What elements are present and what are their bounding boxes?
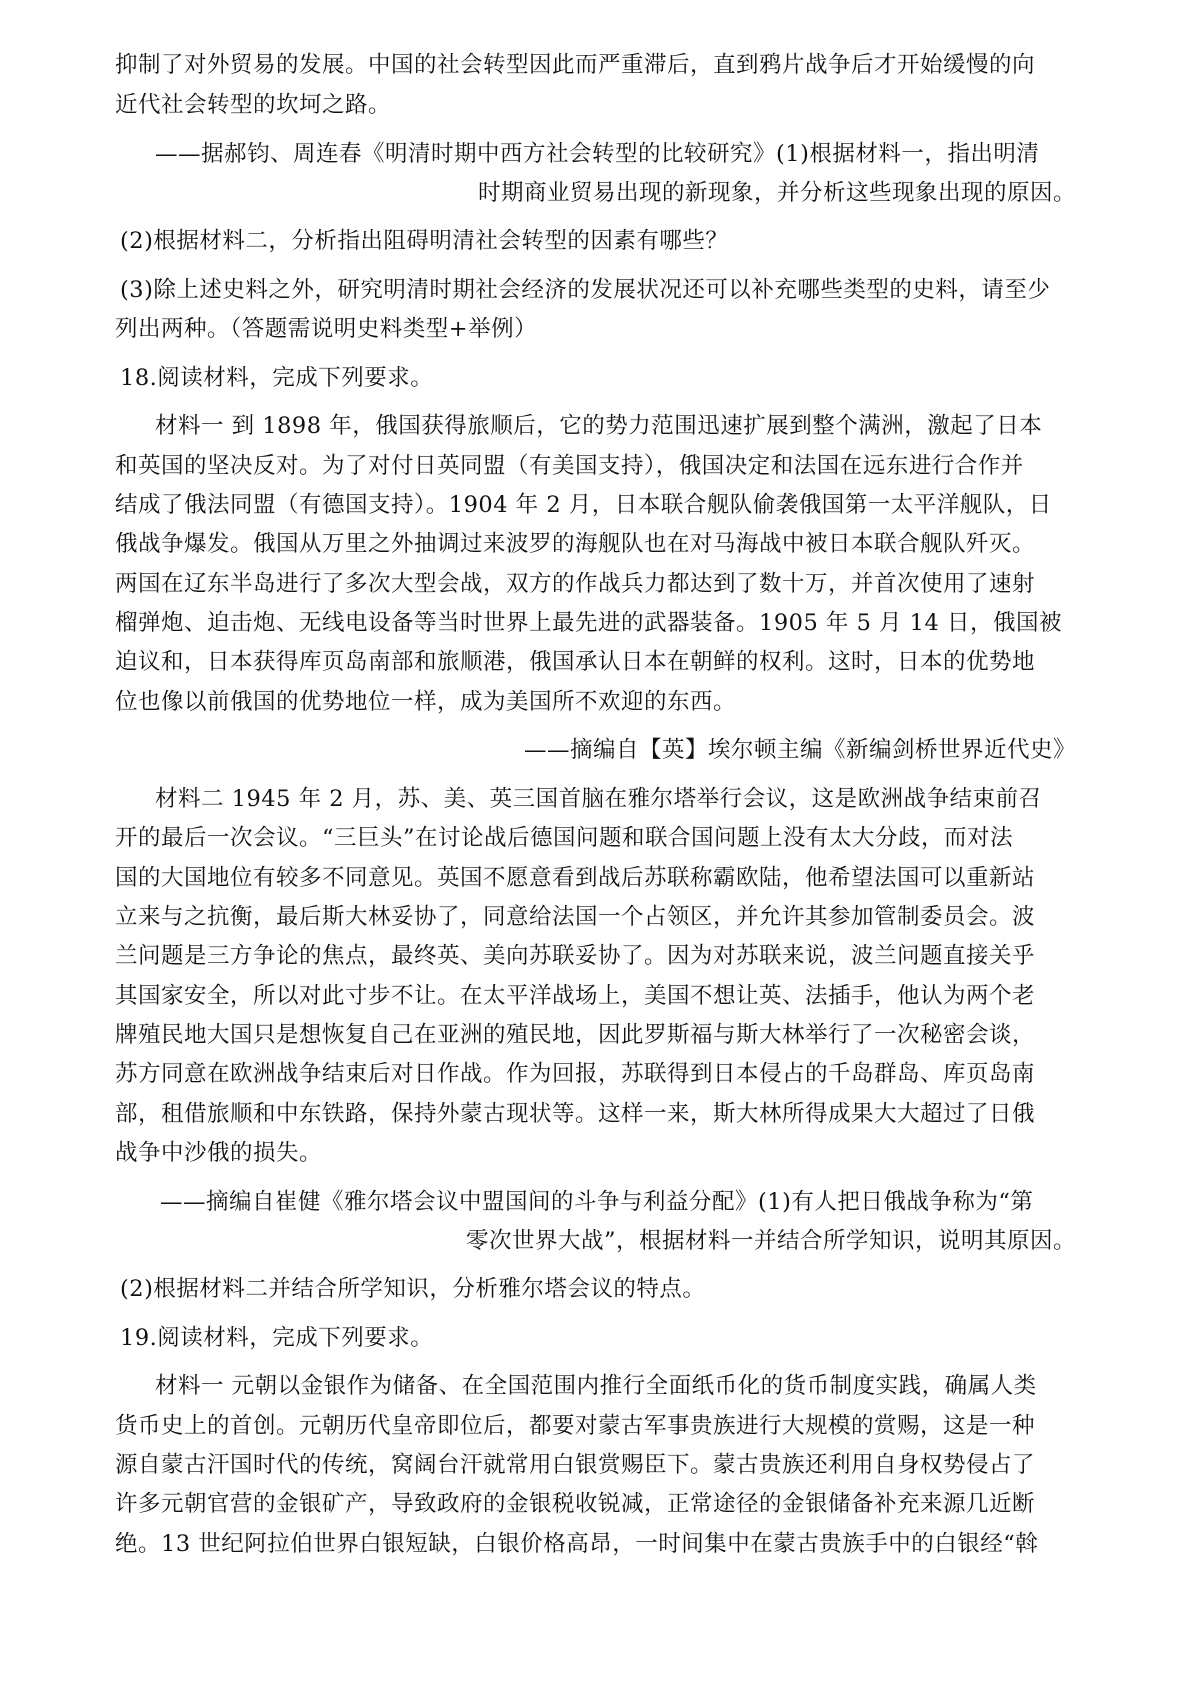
material-text: 俄战争爆发。俄国从万里之外抽调过来波罗的海舰队也在对马海战中被日本联合舰队歼灭。	[115, 531, 1036, 557]
material-text: 其国家安全，所以对此寸步不让。在太平洋战场上，美国不想让英、法插手，他认为两个老	[115, 983, 1036, 1009]
material-text: 牌殖民地大国只是想恢复自己在亚洲的殖民地，因此罗斯福与斯大林举行了一次秘密会谈，	[115, 1022, 1036, 1048]
material-text: 立来与之抗衡，最后斯大林妥协了，同意给法国一个占领区，并允许其参加管制委员会。波	[115, 904, 1036, 930]
source-citation: ——摘编自崔健《雅尔塔会议中盟国间的斗争与利益分配》(1)有人把日俄战争称为“第	[160, 1189, 1034, 1215]
question-text: 列出两种。（答题需说明史料类型+举例）	[115, 316, 538, 342]
source-citation: ——据郝钧、周连春《明清时期中西方社会转型的比较研究》(1)根据材料一，指出明清	[155, 141, 1040, 167]
material-text: 两国在辽东半岛进行了多次大型会战，双方的作战兵力都达到了数十万，并首次使用了速射	[115, 571, 1036, 597]
material-text: 材料一 到 1898 年，俄国获得旅顺后，它的势力范围迅速扩展到整个满洲，激起了日本	[155, 413, 1043, 439]
text-line: 抑制了对外贸易的发展。中国的社会转型因此而严重滞后，直到鸦片战争后才开始缓慢的向	[115, 52, 1036, 78]
material-text: 兰问题是三方争论的焦点，最终英、美向苏联妥协了。因为对苏联来说，波兰问题直接关乎	[115, 943, 1036, 969]
material-text: 货币史上的首创。元朝历代皇帝即位后，都要对蒙古军事贵族进行大规模的赏赐，这是一种	[115, 1413, 1036, 1439]
material-text: 位也像以前俄国的优势地位一样，成为美国所不欢迎的东西。	[115, 689, 737, 715]
source-citation: ——摘编自【英】埃尔顿主编《新编剑桥世界近代史》	[523, 737, 1076, 763]
question-heading: 18.阅读材料，完成下列要求。	[120, 365, 434, 391]
material-text: 结成了俄法同盟（有德国支持）。1904 年 2 月，日本联合舰队偷袭俄国第一太平洋舰队，日	[115, 492, 1052, 518]
material-text: 绝。13 世纪阿拉伯世界白银短缺，白银价格高昂，一时间集中在蒙古贵族手中的白银经“斡	[115, 1531, 1039, 1557]
material-text: 许多元朝官营的金银矿产，导致政府的金银税收锐减，正常途径的金银储备补充来源几近断	[115, 1491, 1036, 1517]
question-text: (2)根据材料二，分析指出阻碍明清社会转型的因素有哪些？	[120, 228, 729, 254]
question-text: (2)根据材料二并结合所学知识，分析雅尔塔会议的特点。	[120, 1276, 706, 1302]
material-text: 和英国的坚决反对。为了对付日英同盟（有美国支持），俄国决定和法国在远东进行合作并	[115, 453, 1024, 479]
question-heading: 19.阅读材料，完成下列要求。	[120, 1325, 434, 1351]
material-text: 源自蒙古汗国时代的传统，窝阔台汗就常用白银赏赐臣下。蒙古贵族还利用自身权势侵占了	[115, 1452, 1036, 1478]
material-text: 榴弹炮、迫击炮、无线电设备等当时世界上最先进的武器装备。1905 年 5 月 14 日，俄国被	[115, 610, 1062, 636]
question-text: (3)除上述史料之外，研究明清时期社会经济的发展状况还可以补充哪些类型的史料，请至少	[120, 277, 1051, 303]
material-text: 迫议和，日本获得库页岛南部和旅顺港，俄国承认日本在朝鲜的权利。这时，日本的优势地	[115, 649, 1036, 675]
material-text: 材料一 元朝以金银作为储备、在全国范围内推行全面纸币化的货币制度实践，确属人类	[155, 1373, 1037, 1399]
question-text: 零次世界大战”，根据材料一并结合所学知识，说明其原因。	[465, 1228, 1076, 1254]
material-text: 苏方同意在欧洲战争结束后对日作战。作为回报，苏联得到日本侵占的千岛群岛、库页岛南	[115, 1061, 1036, 1087]
material-text: 部，租借旅顺和中东铁路，保持外蒙古现状等。这样一来，斯大林所得成果大大超过了日俄	[115, 1101, 1036, 1127]
text-line: 近代社会转型的坎坷之路。	[115, 92, 392, 118]
material-text: 战争中沙俄的损失。	[115, 1140, 323, 1166]
question-text: 时期商业贸易出现的新现象，并分析这些现象出现的原因。	[477, 180, 1076, 206]
material-text: 国的大国地位有较多不同意见。英国不愿意看到战后苏联称霸欧陆，他希望法国可以重新站	[115, 865, 1036, 891]
material-text: 开的最后一次会议。“三巨头”在讨论战后德国问题和联合国问题上没有太大分歧，而对法	[115, 825, 1014, 851]
material-text: 材料二 1945 年 2 月，苏、美、英三国首脑在雅尔塔举行会议，这是欧洲战争结束前召	[155, 786, 1042, 812]
